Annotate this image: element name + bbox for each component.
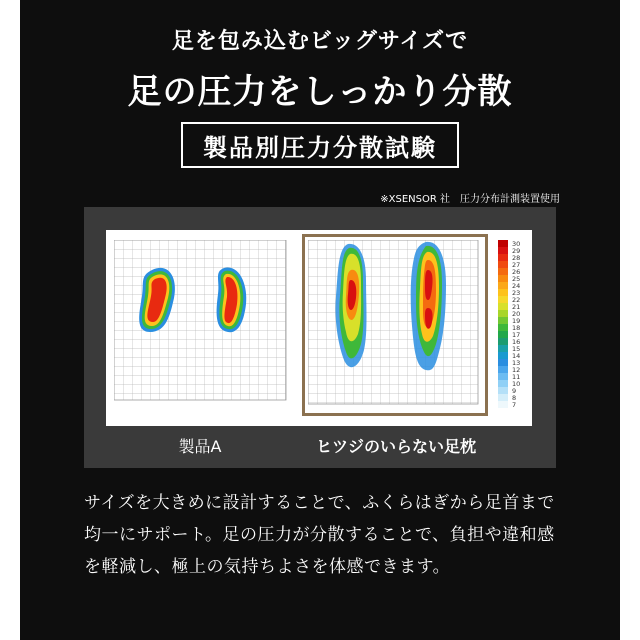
- scale-swatch: [498, 254, 508, 261]
- scale-swatch: [498, 289, 508, 296]
- scale-swatch: [498, 310, 508, 317]
- scale-label: 23: [512, 289, 521, 297]
- scale-label: 14: [512, 352, 521, 360]
- scale-swatch: [498, 331, 508, 338]
- scale-label: 16: [512, 338, 521, 346]
- scale-label: 18: [512, 324, 521, 332]
- scale-label: 30: [512, 240, 521, 248]
- scale-label: 25: [512, 275, 521, 283]
- scale-label: 13: [512, 359, 521, 367]
- scale-label: 17: [512, 331, 521, 339]
- scale-label: 19: [512, 317, 521, 325]
- scale-label: 11: [512, 373, 521, 381]
- pressure-color-scale: [494, 240, 534, 415]
- scale-swatch: [498, 296, 508, 303]
- scale-swatch: [498, 387, 508, 394]
- scale-swatch: [498, 282, 508, 289]
- scale-swatch: [498, 268, 508, 275]
- scale-swatch: [498, 275, 508, 282]
- scale-swatch: [498, 324, 508, 331]
- scale-label: 21: [512, 303, 521, 311]
- product-a-label: 製品A: [178, 437, 222, 456]
- headline-line-2: 足の圧力をしっかり分散: [127, 72, 513, 112]
- scale-label: 9: [512, 387, 517, 395]
- scale-label: 20: [512, 310, 521, 318]
- scale-labels: [512, 240, 520, 409]
- scale-swatch: [498, 380, 508, 387]
- product-b-label: ヒツジのいらない足枕: [315, 437, 476, 456]
- pressure-map-product-b: [308, 240, 484, 410]
- scale-swatch: [498, 345, 508, 352]
- scale-swatch: [498, 373, 508, 380]
- scale-swatch: [498, 352, 508, 359]
- scale-swatch: [498, 338, 508, 345]
- scale-label: 22: [512, 296, 521, 304]
- scale-label: 12: [512, 366, 521, 374]
- grid: [308, 240, 478, 404]
- scale-label: 26: [512, 268, 521, 276]
- scale-label: 15: [512, 345, 521, 353]
- scale-label: 24: [512, 282, 521, 290]
- test-title-box: 製品別圧力分散試験: [181, 122, 459, 168]
- scale-swatch: [498, 261, 508, 268]
- headline-line-1: 足を包み込むビッグサイズで: [171, 29, 469, 54]
- scale-swatches: [498, 240, 508, 408]
- scale-swatch: [498, 317, 508, 324]
- scale-label: 29: [512, 247, 521, 255]
- scale-swatch: [498, 240, 508, 247]
- scale-swatch: [498, 366, 508, 373]
- scale-swatch: [498, 303, 508, 310]
- pressure-map-product-a: [114, 240, 294, 410]
- scale-label: 10: [512, 380, 521, 388]
- scale-swatch: [498, 247, 508, 254]
- source-note: ※XSENSOR 社 圧力分布計測装置使用: [380, 194, 560, 205]
- scale-swatch: [498, 359, 508, 366]
- scale-label: 8: [512, 394, 517, 402]
- scale-swatch: [498, 401, 508, 408]
- scale-label: 27: [512, 261, 521, 269]
- scale-swatch: [498, 394, 508, 401]
- description-text: サイズを大きめに設計することで、ふくらはぎから足首まで均一にサポート。足の圧力が分散することで、負担や違和感を軽減し、極上の気持ちよさを体感できます。: [84, 493, 555, 577]
- scale-label: 7: [512, 401, 517, 409]
- scale-label: 28: [512, 254, 521, 262]
